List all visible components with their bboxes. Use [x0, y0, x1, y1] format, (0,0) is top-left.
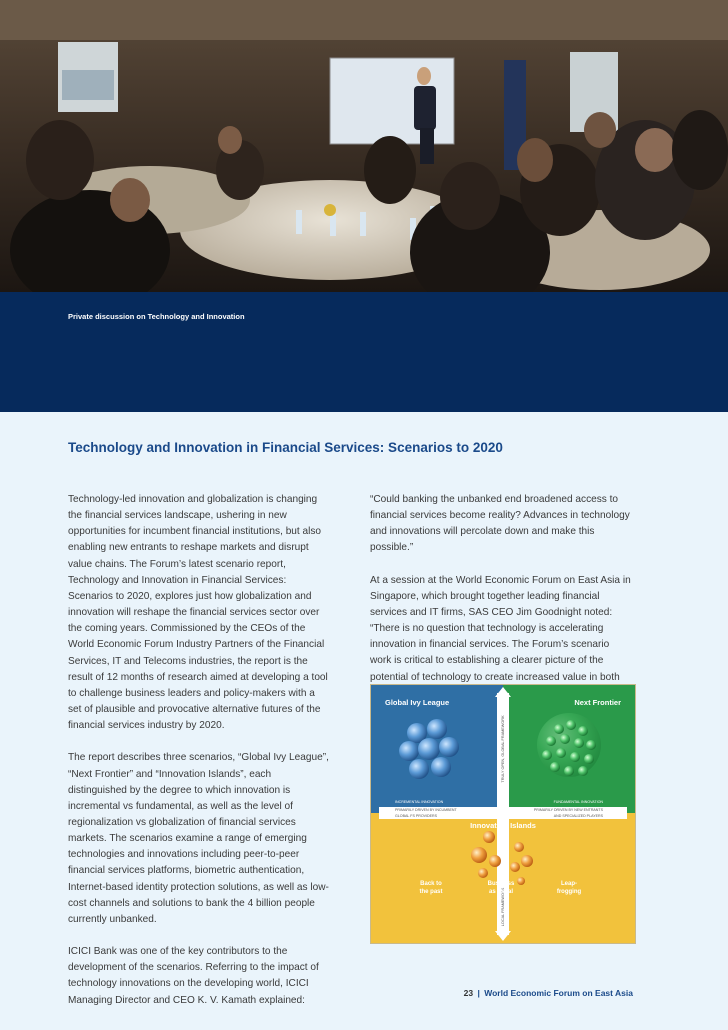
photo-caption: Private discussion on Technology and Innovation [68, 312, 245, 321]
sub-scenario-leap-2: frogging [556, 889, 582, 895]
left-column [68, 492, 330, 1025]
axis-label-left-2: PRIMARILY DRIVEN BY INCUMBENT [395, 808, 457, 812]
quadrant-title-next-frontier: Next Frontier [574, 698, 621, 707]
conference-photo [0, 0, 728, 292]
sub-scenario-leap-1: Leap- [560, 881, 578, 887]
quote-paragraph: “Could banking the unbanked end broadened access to financial services become reality? Advances in technology and innovations will percolate down and make this possible.” [370, 494, 630, 554]
article-title: Technology and Innovation in Financial Services: Scenarios to 2020 [68, 440, 503, 455]
footer-separator: | [477, 988, 480, 998]
green-cluster [537, 713, 601, 777]
scenario-diagram [370, 684, 636, 944]
sub-scenario-business-2: as usual [488, 889, 514, 895]
axis-label-right-2: PRIMARILY DRIVEN BY NEW ENTRANTS [533, 808, 603, 812]
publication-name: World Economic Forum on East Asia [484, 988, 633, 998]
axis-label-left-1: INCREMENTAL INNOVATION [395, 800, 444, 804]
sub-scenario-business-1: Business [487, 881, 515, 887]
sub-scenario-back-2: the past [419, 889, 443, 895]
sub-scenario-back-1: Back to [420, 881, 442, 887]
page-number: 23 [463, 988, 474, 998]
axis-label-right-3: AND SPECIALIZED PLAYERS [553, 814, 603, 818]
quadrant-title-global-ivy: Global Ivy League [385, 698, 450, 707]
paragraph: The report describes three scenarios, “Global Ivy League”, “Next Frontier” and “Innovation Islands”, each distinguished by the degree to which innovation is incremental vs fundamental, as well as the level of regionalization vs globalization of financial services markets. The scenarios examine a range of emerging technologies and innovations including peer-to-peer financial services platforms, biometric authentication, Internet-based identity protection solutions, as well as low-cost channels and solutions to bank the 4 billion people currently unbanked. [68, 752, 329, 925]
caption-band [0, 292, 728, 412]
paragraph: At a session at the World Economic Forum on East Asia in Singapore, which brought together leading financial services and IT firms, SAS CEO Jim Goodnight noted: “There is no question that technology is accelerating innovation in financial services. The Forum’s scenario work is critical to establishing a clearer picture of the potential of technology to create increased value in both [370, 574, 631, 683]
axis-label-left-3: GLOBAL FS PROVIDERS [395, 814, 438, 818]
quadrant-title-innovation-islands: Innovation Islands [470, 821, 536, 830]
axis-label-right-1: FUNDAMENTAL INNOVATION [553, 800, 603, 804]
page-footer [464, 988, 633, 998]
paragraph: ICICI Bank was one of the key contributors to the development of the scenarios. Referring to the impact of technology innovations on the developing world, ICICI Managing Director and CEO K. V. Kamath explained: [68, 946, 319, 1006]
paragraph: Technology-led innovation and globalization is changing the financial services landscape, ushering in new opportunities for incumbent financial institutions, but also enabling new entrants to reshape markets and disrupt value chains. The Forum’s latest scenario report, Technology and Innovation in Financial Services: Scenarios to 2020, explores just how globalization and innovation will reshape the financial services sector over the coming years. Commissioned by the CEOs of the World Economic Forum Industry Partners of the Financial Services, IT and Telecoms industries, the report is the result of 12 months of research aimed at developing a tool to challenge business leaders and policy-makers with a set of plausible and provocative alternative futures of the financial services industry by 2020. [68, 494, 328, 732]
axis-label-top: TRULY OPEN, GLOBAL FRAMEWORK [501, 715, 505, 783]
axis-label-bottom: LOCAL FRAMEWORK [501, 887, 505, 927]
